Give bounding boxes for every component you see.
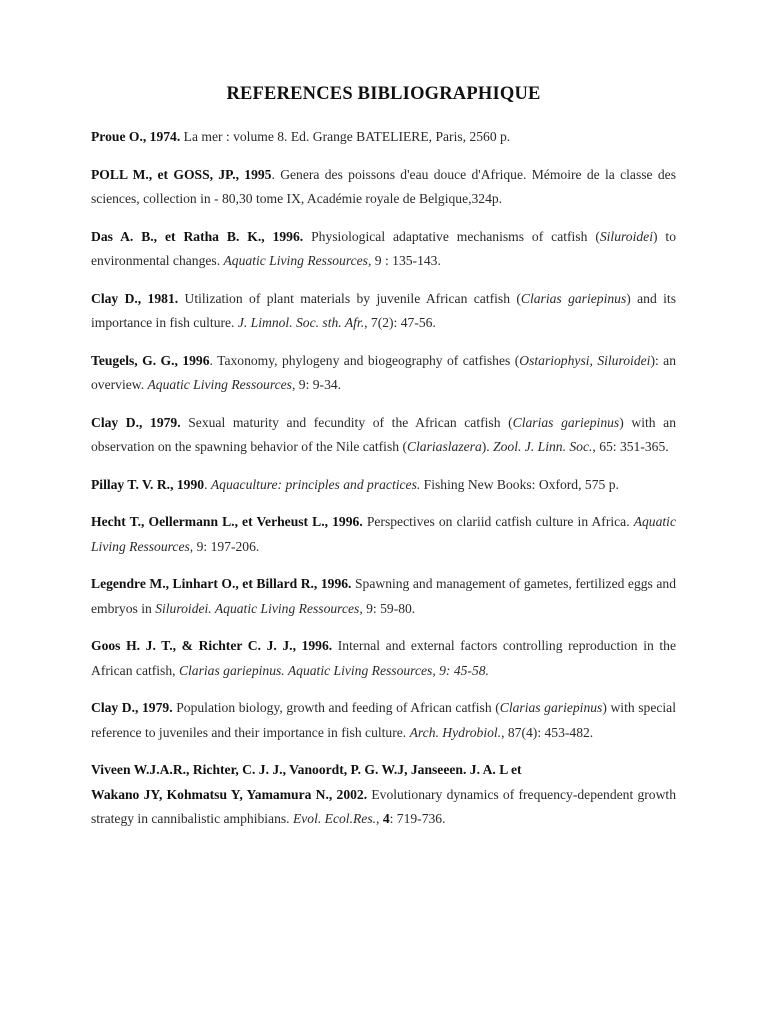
reference-item: Proue O., 1974. La mer : volume 8. Ed. Grange BATELIERE, Paris, 2560 p. <box>91 129 511 144</box>
reference-authors: POLL M., et GOSS, JP., 1995 <box>91 166 272 182</box>
journal-name: J. Limnol. Soc. sth. Afr. <box>237 315 365 330</box>
journal-name: Aquatic Living Ressources <box>223 253 368 268</box>
reference-list <box>91 125 676 832</box>
reference-authors: Goos H. J. T., & Richter C. J. J., 1996. <box>91 638 333 653</box>
reference-authors: Das A. B., et Ratha B. K., 1996. <box>91 228 304 244</box>
journal-name: Siluroidei. Aquatic Living Ressources <box>155 600 360 616</box>
reference-item: Clay D., 1981. Utilization of plant materials by juvenile African catfish (Clarias gariepinus) and its importance in fish culture. J. Limnol. Soc. sth. Afr., 7(2): 47-56. <box>91 290 676 330</box>
reference-item: Clay D., 1979. Sexual maturity and fecundity of the African catfish (Clarias gariepinus) with an observation on the spawning behavior of the Nile catfish (Clariaslazera). Zool. J. Linn. Soc., 65: 351-365. <box>91 414 676 454</box>
reference-item: Clay D., 1979. Population biology, growth and feeding of African catfish (Clarias gariepinus) with special reference to juveniles and their importance in fish culture. Arch. Hydrobiol., 87(4): 453-482. <box>91 700 676 740</box>
page-title: REFERENCES BIBLIOGRAPHIQUE <box>226 84 541 104</box>
reference-item: Viveen W.J.A.R., Richter, C. J. J., Vanoordt, P. G. W.J, Janseeen. J. A. L et Wakano JY, Kohmatsu Y, Yamamura N., 2002. Evolutionary dynamics of frequency-dependent growth strategy in cannibalistic amphibians. Evol. Ecol.Res., 4: 719-736. <box>91 762 676 826</box>
journal-name: Arch. Hydrobiol. <box>409 724 502 740</box>
reference-authors: Pillay T. V. R., 1990 <box>91 476 205 492</box>
reference-authors: Viveen W.J.A.R., Richter, C. J. J., Vanoordt, P. G. W.J, Janseeen. J. A. L et <box>91 762 522 777</box>
reference-authors: Wakano JY, Kohmatsu Y, Yamamura N., 2002. <box>91 786 368 802</box>
journal-name: Evol. Ecol.Res. <box>292 811 377 826</box>
journal-name: Clarias gariepinus. Aquatic Living Ressources, 9: 45-58. <box>178 662 489 678</box>
reference-authors: Clay D., 1979. <box>91 700 173 715</box>
reference-authors: Teugels, G. G., 1996 <box>91 352 210 368</box>
reference-item: Das A. B., et Ratha B. K., 1996. Physiological adaptative mechanisms of catfish (Siluroidei) to environmental changes. Aquatic Living Ressources, 9 : 135-143. <box>91 228 677 268</box>
reference-authors: Clay D., 1979. <box>91 414 181 430</box>
journal-name: Zool. J. Linn. Soc. <box>493 439 593 454</box>
reference-authors: Proue O., 1974. <box>91 129 181 144</box>
book-title: Aquaculture: principles and practices. <box>210 476 421 492</box>
reference-authors: Legendre M., Linhart O., et Billard R., 1996. <box>91 576 352 591</box>
journal-name: Aquatic Living Ressources <box>147 377 292 392</box>
reference-item: Legendre M., Linhart O., et Billard R., 1996. Spawning and management of gametes, fertilized eggs and embryos in Siluroidei. Aquatic Living Ressources, 9: 59-80. <box>91 576 676 616</box>
reference-authors: Hecht T., Oellermann L., et Verheust L., 1996. <box>91 514 363 529</box>
reference-authors: Clay D., 1981. <box>91 290 179 306</box>
reference-item: Goos H. J. T., & Richter C. J. J., 1996. Internal and external factors controlling reproduction in the African catfish, Clarias gariepinus. Aquatic Living Ressources, 9: 45-58. <box>91 638 676 678</box>
reference-item: Pillay T. V. R., 1990. Aquaculture: principles and practices. Fishing New Books: Oxford, 575 p. <box>91 476 619 492</box>
volume-number: 4 <box>382 811 390 826</box>
reference-item: Hecht T., Oellermann L., et Verheust L., 1996. Perspectives on clariid catfish culture in Africa. Aquatic Living Ressources, 9: 197-206. <box>91 514 676 554</box>
journal-name: Aquatic Living Ressources <box>91 514 676 554</box>
reference-item: Teugels, G. G., 1996. Taxonomy, phylogeny and biogeography of catfishes (Ostariophysi, Siluroidei): an overview. Aquatic Living Ressources, 9: 9-34. <box>91 352 677 392</box>
reference-item: POLL M., et GOSS, JP., 1995. Genera des poissons d'eau douce d'Afrique. Mémoire de la classe des sciences, collection in - 80,30 tome IX, Académie royale de Belgique,324p. <box>91 166 676 206</box>
